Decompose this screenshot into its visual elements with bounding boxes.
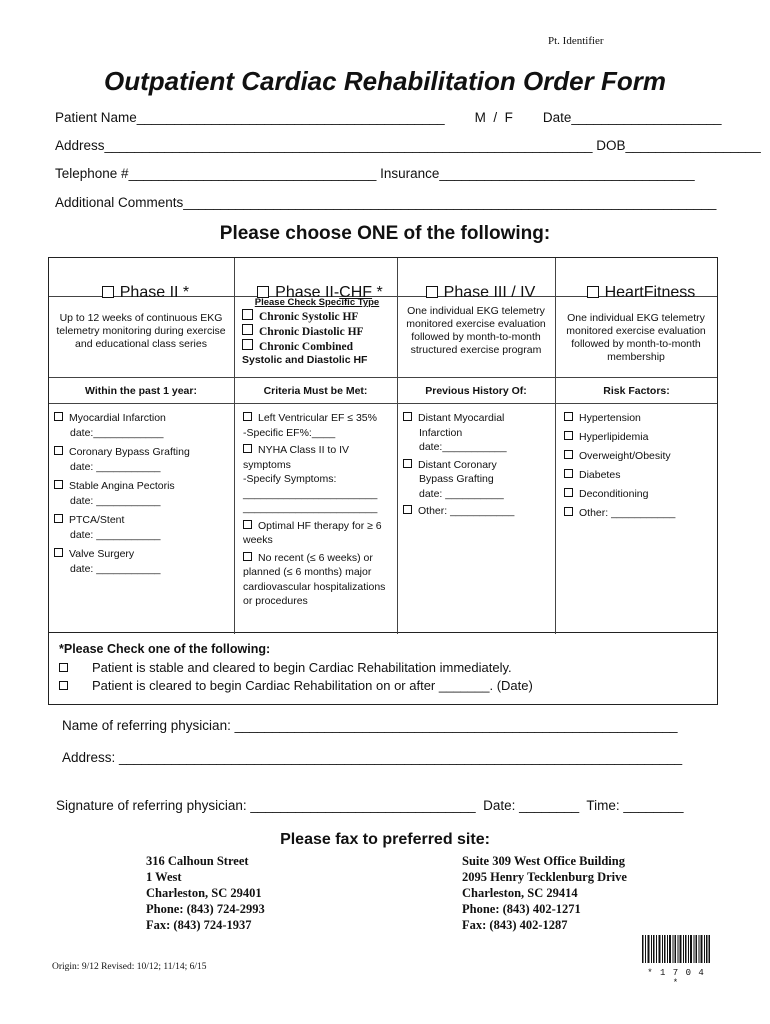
divider <box>49 403 717 404</box>
checkbox[interactable] <box>564 469 573 478</box>
telephone-line[interactable]: Telephone #_________________________________ Insurance__________________________________ <box>55 166 695 181</box>
checkbox[interactable] <box>54 446 63 455</box>
phase-ii-option[interactable]: Phase II * <box>48 266 234 302</box>
heartfitness-description: One individual EKG telemetry monitored exercise evaluation followed by month-to-month membership <box>566 312 706 363</box>
physician-address-line[interactable]: Address: ___________________________________________________________________________ <box>62 750 683 765</box>
checkbox[interactable] <box>403 459 412 468</box>
checkbox[interactable] <box>243 412 252 421</box>
divider <box>49 377 717 378</box>
valve-date-field[interactable]: date: ___________ <box>70 562 161 575</box>
chf-type-title: Please Check Specific Type <box>254 297 380 308</box>
ptca-option[interactable]: PTCA/Stent <box>54 513 232 528</box>
fax-heading: Please fax to preferred site: <box>280 831 490 848</box>
chf-type-box <box>242 297 392 367</box>
hyperlipidemia-option[interactable]: Hyperlipidemia <box>564 430 714 445</box>
chf-combined-label: Systolic and Diastolic HF <box>242 354 368 366</box>
fax-site-1: 316 Calhoun Street 1 West Charleston, SC 29401 Phone: (843) 724-2993 Fax: (843) 724-1937 <box>146 854 265 932</box>
risk-factors-list <box>564 411 714 521</box>
patient-name-line[interactable]: Patient Name_________________________________________ M / F Date____________________ <box>55 110 722 125</box>
checkbox[interactable] <box>243 552 252 561</box>
distant-mi-date-field[interactable]: date:___________ <box>419 441 507 453</box>
no-recent-text: or procedures <box>243 595 308 607</box>
angina-date-field[interactable]: date: ___________ <box>70 494 161 507</box>
checkbox[interactable] <box>564 507 573 516</box>
divider <box>397 258 398 634</box>
checkbox[interactable] <box>54 514 63 523</box>
mi-date-field[interactable]: date:____________ <box>70 426 164 439</box>
hypertension-option[interactable]: Hypertension <box>564 411 714 426</box>
history-list <box>54 411 232 576</box>
comments-line[interactable]: Additional Comments_______________________________________________________________________ <box>55 195 717 210</box>
chf-systolic-option[interactable]: Chronic Systolic HF <box>242 309 392 324</box>
optimal-hf-text: weeks <box>243 534 273 546</box>
nyha-text: symptoms <box>243 458 291 471</box>
angina-option[interactable]: Stable Angina Pectoris <box>54 479 232 494</box>
optimal-hf-option[interactable]: Optimal HF therapy for ≥ 6 <box>243 519 393 534</box>
obesity-option[interactable]: Overweight/Obesity <box>564 449 714 464</box>
within-past-year-header: Within the past 1 year: <box>85 385 197 397</box>
checkbox[interactable] <box>102 286 114 298</box>
barcode <box>642 935 710 988</box>
symptoms-field[interactable]: _______________________ <box>243 487 378 500</box>
heartfitness-option[interactable]: HeartFitness <box>555 266 718 302</box>
checkbox[interactable] <box>564 412 573 421</box>
symptoms-field[interactable]: _______________________ <box>243 502 378 514</box>
other-history-option[interactable]: Other: ___________ <box>403 504 553 519</box>
chf-diastolic-option[interactable]: Chronic Diastolic HF <box>242 324 392 339</box>
previous-history-header: Previous History Of: <box>425 385 527 397</box>
checkbox[interactable] <box>564 450 573 459</box>
no-recent-text: cardiovascular hospitalizations <box>243 580 386 593</box>
pt-identifier: Pt. Identifier <box>548 35 604 47</box>
clearance-immediate-option[interactable]: Patient is stable and cleared to begin Cardiac Rehabilitation immediately. <box>59 660 512 675</box>
barcode-text: * 1 7 0 4 * <box>647 968 705 988</box>
checkbox[interactable] <box>243 520 252 529</box>
clearance-box <box>48 633 718 705</box>
no-recent-text: planned (≤ 6 months) major <box>243 566 372 578</box>
divider <box>555 258 556 634</box>
cabg-option[interactable]: Coronary Bypass Grafting <box>54 445 232 460</box>
checkbox[interactable] <box>59 663 68 672</box>
distant-cabg-option[interactable]: Distant Coronary <box>403 458 553 473</box>
distant-cabg-date-field[interactable]: date: __________ <box>419 487 504 500</box>
physician-signature-line[interactable]: Signature of referring physician: ______________________________ Date: ________ Time: ________ <box>56 798 684 813</box>
checkbox[interactable] <box>403 412 412 421</box>
barcode-icon <box>642 935 710 963</box>
phase-iii-iv-option[interactable]: Phase III / IV <box>397 266 555 302</box>
checkbox[interactable] <box>403 505 412 514</box>
criteria-list <box>243 411 393 609</box>
mi-option[interactable]: Myocardial Infarction <box>54 411 232 426</box>
checkbox[interactable] <box>54 412 63 421</box>
phase-ii-description: Up to 12 weeks of continuous EKG telemetry monitoring during exercise and educational class series <box>56 312 226 350</box>
ef-option[interactable]: Left Ventricular EF ≤ 35% <box>243 411 393 426</box>
valve-option[interactable]: Valve Surgery <box>54 547 232 562</box>
fax-site-2: Suite 309 West Office Building 2095 Henry Tecklenburg Drive Charleston, SC 29414 Phone: (843) 402-1271 Fax: (843) 402-1287 <box>462 854 627 932</box>
chf-combined-option[interactable]: Chronic Combined <box>242 339 392 354</box>
checkbox[interactable] <box>242 309 253 320</box>
deconditioning-option[interactable]: Deconditioning <box>564 487 714 502</box>
ptca-date-field[interactable]: date: ___________ <box>70 528 161 541</box>
cabg-date-field[interactable]: date: ___________ <box>70 460 161 473</box>
checkbox[interactable] <box>242 324 253 335</box>
page-title: Outpatient Cardiac Rehabilitation Order Form <box>104 66 666 96</box>
checkbox[interactable] <box>243 444 252 453</box>
checkbox[interactable] <box>59 681 68 690</box>
origin-revised-note: Origin: 9/12 Revised: 10/12; 11/14; 6/15 <box>52 962 207 972</box>
distant-mi-text: Infarction <box>419 426 463 439</box>
previous-history-list <box>403 411 553 519</box>
checkbox[interactable] <box>587 286 599 298</box>
checkbox[interactable] <box>564 431 573 440</box>
no-recent-option[interactable]: No recent (≤ 6 weeks) or <box>243 551 393 566</box>
risk-factors-header: Risk Factors: <box>603 385 670 397</box>
distant-cabg-text: Bypass Grafting <box>419 473 494 485</box>
physician-name-line[interactable]: Name of referring physician: ___________________________________________________________ <box>62 718 678 733</box>
nyha-option[interactable]: NYHA Class II to IV <box>243 443 393 458</box>
phase-ii-chf-option[interactable]: Phase II-CHF * <box>234 266 397 302</box>
checkbox[interactable] <box>242 339 253 350</box>
diabetes-option[interactable]: Diabetes <box>564 468 714 483</box>
checkbox[interactable] <box>564 488 573 497</box>
choose-heading: Please choose ONE of the following: <box>219 223 551 244</box>
criteria-header: Criteria Must be Met: <box>263 385 368 397</box>
specify-symptoms-label: -Specify Symptoms: <box>243 473 337 485</box>
distant-mi-option[interactable]: Distant Myocardial <box>403 411 553 426</box>
other-risk-option[interactable]: Other: ___________ <box>564 506 714 521</box>
divider <box>234 258 235 634</box>
clearance-date-option[interactable]: Patient is cleared to begin Cardiac Rehabilitation on or after _______. (Date) <box>59 678 533 693</box>
phase-iii-description: One individual EKG telemetry monitored exercise evaluation followed by month-to-month structured exercise program <box>406 305 546 356</box>
address-line[interactable]: Address_________________________________________________________________ DOB__________________ <box>55 138 761 153</box>
ef-specific-field[interactable]: -Specific EF%:____ <box>243 426 336 439</box>
clearance-title: *Please Check one of the following: <box>59 642 271 656</box>
checkbox[interactable] <box>426 286 438 298</box>
checkbox[interactable] <box>54 480 63 489</box>
checkbox[interactable] <box>54 548 63 557</box>
